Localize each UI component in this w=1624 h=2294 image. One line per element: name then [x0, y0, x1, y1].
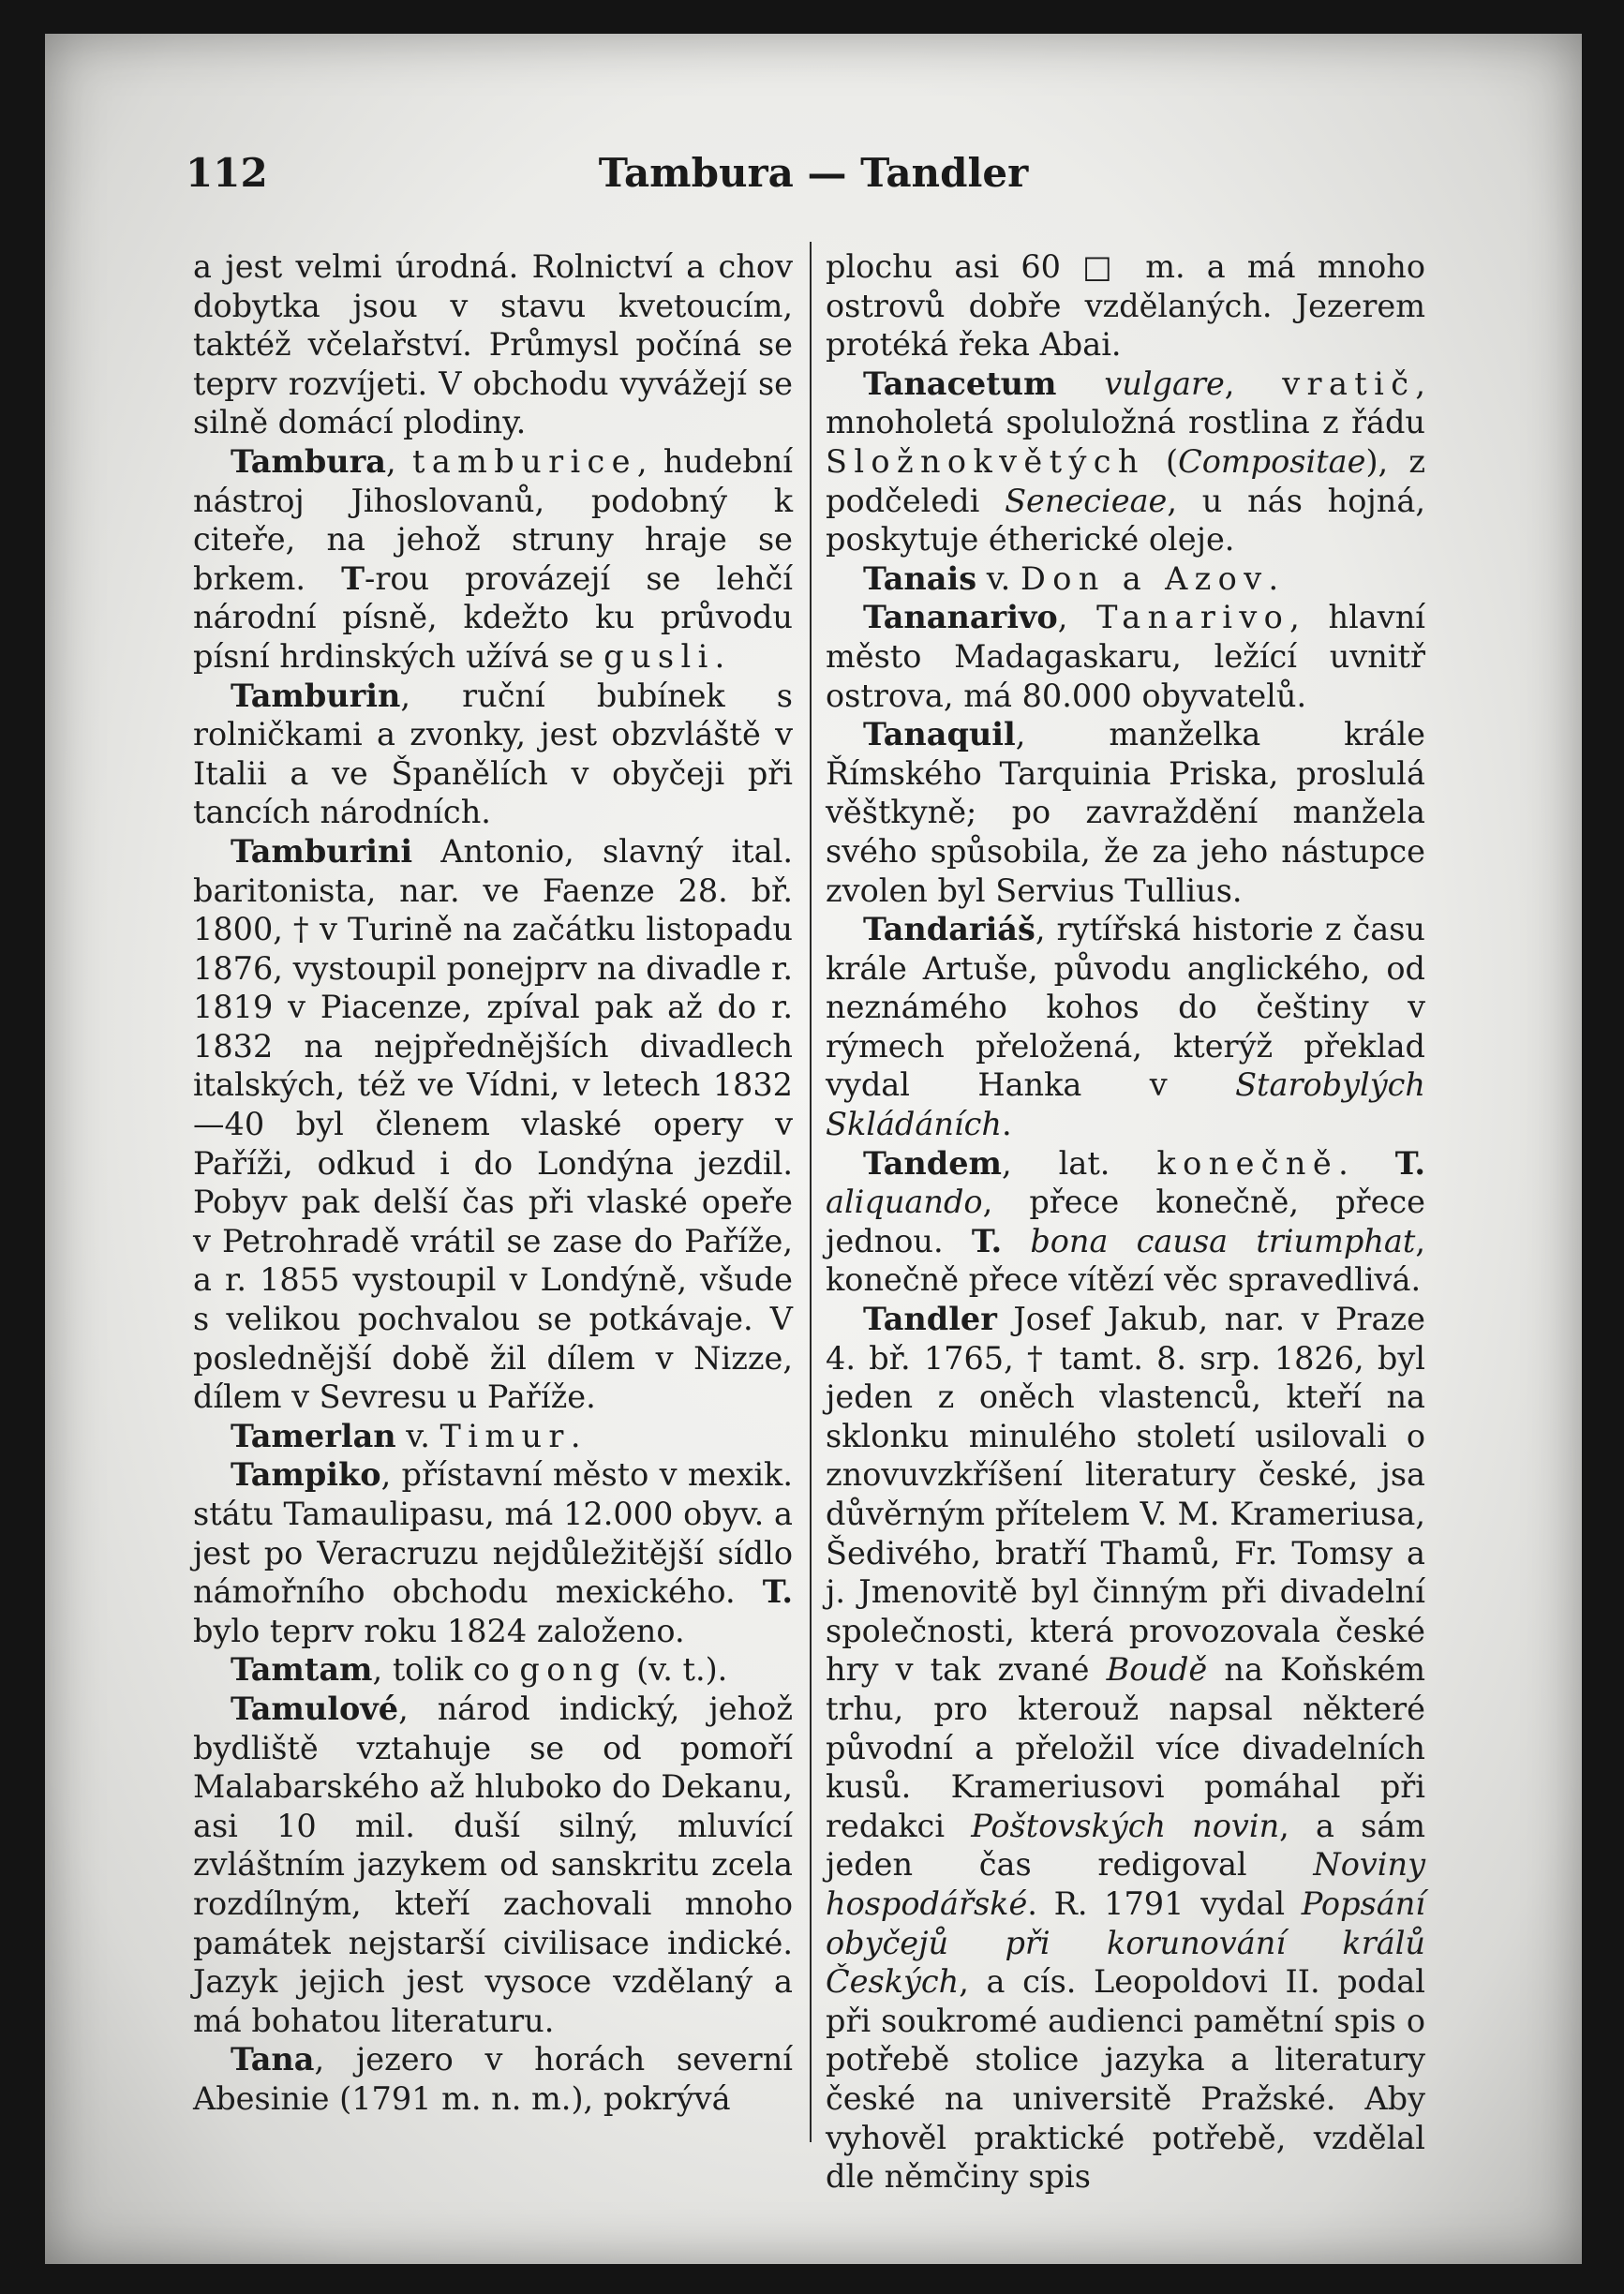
entry-term: Tana — [231, 2041, 315, 2078]
entry-text: , a cís. Leopoldovi II. podal při soukromé audienci pamětní spis o potřebě stolice jazyka a literatury české na universitě Pražské. Aby vyhověl praktické potřebě, vzdělal dle němčiny spis — [826, 1963, 1425, 2196]
entry-spaced-term: Tanarivo — [1096, 599, 1290, 636]
entry-text: , národ indický, jehož bydliště vztahuje se od pomoří Malabarského až hluboko do Dekanu, asi 10 mil. duší silný, mluvící zvláštním jazykem od sanskritu zcela rozdílným, kteří zachovali mnoho památek nejstarší civilisace indické. Jazyk jejich jest vysoce vzdělaný a má bohatou literaturu. — [193, 1690, 793, 2039]
entry-text: , z podčeledi — [826, 442, 1426, 519]
entry-term: Tanaquil — [863, 716, 1016, 753]
entry-term: Tandariáš — [863, 911, 1035, 948]
entry-spaced-term: vratič — [1282, 365, 1416, 402]
entry-term: Tamtam — [231, 1651, 373, 1689]
entry-spaced-term: konečně — [1156, 1144, 1339, 1182]
entry-tamulove — [193, 1690, 793, 2040]
entry-text: . — [570, 1417, 581, 1454]
entry-term: Tandler — [863, 1301, 997, 1338]
entry-text: , přece konečně, přece jednou. — [826, 1184, 1425, 1259]
entry-text: Antonio, slavný ital. baritonista, nar. ve Faenze 28. bř. 1800, † v Turině na začátku listopadu 1876, vystoupil ponejprv na divadle r. 1819 v Piacenze, zpíval pak až do r. 1832 na nejpřednějších divadlech italských, též ve Vídni, v letech 1832—40 byl členem vlaské opery v Paříži, odkud i do Londýna jezdil. Pobyv pak delší čas při vlaské opeře v Petrohradě vrátil se zase do Paříže, a r. 1855 vystoupil v Londýně, všude s velikou pochvalou se potkávaje. V poslednější době žil dílem v Nizze, dílem v Sevresu u Paříže. — [193, 832, 793, 1416]
entry-text: , hudební nástroj Jihoslovanů, podobný k citeře, na jehož struny hraje se brkem. — [193, 442, 793, 597]
entry-text: (v. t.). — [626, 1651, 728, 1689]
entry-term: Tandem — [863, 1144, 1002, 1182]
entry-tananarivo: Tananarivo, Tanarivo, hlavní město Madagaskaru, ležící uvnitř ostrova, má 80.000 obyvatelů. — [826, 599, 1425, 714]
entry-text: , manželka krále Římského Tarquinia Priska, proslulá věštkyně; po zavraždění manžela svého spůsobila, že za jeho nástupce zvolen byl Servius Tullius. — [826, 716, 1425, 909]
entry-tandarias — [826, 910, 1425, 1144]
entry-text: , hlavní město Madagaskaru, ležící uvnitř ostrova, má 80.000 obyvatelů. — [826, 599, 1425, 714]
entry-text: v. — [395, 1417, 440, 1454]
entry-italic: Boudě — [1106, 1651, 1208, 1689]
entry-spaced-term: Timur — [440, 1417, 571, 1454]
entry-text: , mnoholetá spoluložná rostlina z řádu — [826, 365, 1425, 441]
entry-term: Tamburin — [231, 677, 401, 714]
entry-text: . R. 1791 vydal — [1027, 1884, 1302, 1922]
entry-tanais — [826, 559, 1425, 599]
entry-tambura: Tambura, tamburice, hudební nástroj Jihoslovanů, podobný k citeře, na jehož struny hraje se brkem. T-rou provázejí se lehčí národní písně, kdežto ku průvodu písní hrdinských užívá se gusli. — [193, 442, 794, 675]
entry-text: , a sám jeden čas redigoval — [826, 1807, 1425, 1884]
entry-tanacetum: Tanacetum vulgare, vratič, mnoholetá spoluložná rostlina z řádu Složnokvětých (Compositae), z podčeledi Senecieae, u nás hojná, poskytuje étherické oleje. — [826, 365, 1426, 559]
entry-text: . — [1268, 559, 1279, 597]
entry-italic: Poštovských novin — [971, 1807, 1280, 1844]
entry-italic: Popsání obyčejů při korunování králů Českých — [826, 1884, 1425, 2001]
column-divider — [810, 242, 812, 2142]
entry-latin: aliquando — [826, 1184, 983, 1221]
entry-italic: Noviny hospodářské — [826, 1846, 1425, 1922]
entry-term: Tamerlan — [231, 1417, 396, 1454]
entry-tandler — [826, 1300, 1425, 2197]
entry-tamtam — [193, 1650, 793, 1690]
entry-spaced-term: Don a Azov — [1020, 559, 1269, 597]
entry-text: , ruční bubínek s rolničkami a zvonky, jest obzvláště v Italii a ve Španělích v obyčeji při tancích národních. — [193, 677, 793, 831]
entry-tamburini — [193, 832, 793, 1417]
entry-latin: Compositae — [1178, 442, 1366, 480]
running-title: Tambura — Tandler — [598, 150, 1029, 196]
entry-text: , jezero v horách severní Abesinie (1791 m. n. m.), pokrývá — [193, 2041, 793, 2117]
entry-text: , rytířská historie z času krále Artuše, původu anglického, od neznámého kohos do češtiny v rýmech přeložená, kterýž překlad vydal Hanka v — [826, 911, 1425, 1104]
entry-tamburin — [193, 677, 793, 832]
entry-spaced-term: Složnokvětých — [826, 442, 1145, 480]
page-number: 112 — [186, 150, 268, 196]
entry-text: , tolik co — [372, 1651, 520, 1689]
entry-text: Josef Jakub, nar. v Praze 4. bř. 1765, † tamt. 8. srp. 1826, byl jeden z oněch vlastenců, kteří na sklonku minulého století usilovali o znovuvzkříšení literatury české, jsa důvěrným přítelem V. M. Krameriusa, Šedivého, bratří Thamů, Fr. Tomsy a j. Jmenovitě byl činným při divadelní společnosti, která provozovala české hry v tak zvané — [826, 1301, 1425, 1689]
entry-italic: Starobylých Skládáních — [826, 1066, 1425, 1143]
right-column — [826, 247, 1425, 2197]
entry-text: . — [1001, 1106, 1012, 1143]
entry-abbr: T. — [762, 1573, 793, 1611]
entry-spaced-term: gusli — [603, 637, 715, 675]
entry-term: Tananarivo — [863, 599, 1058, 636]
entry-tamerlan — [193, 1417, 793, 1456]
entry-text: , přístavní město v mexik. státu Tamaulipasu, má 12.000 obyv. a jest po Veracruzu nejdůležitější sídlo námořního obchodu mexického. — [193, 1456, 793, 1611]
entry-continuation — [193, 247, 793, 442]
entry-term: Tamulové — [231, 1690, 399, 1727]
entry-term: Tanais — [863, 559, 977, 597]
entry-tanaquil — [826, 715, 1425, 910]
entry-latin: bona causa triumphat — [1030, 1222, 1416, 1259]
entry-text: , lat. — [1001, 1144, 1157, 1182]
left-column — [193, 247, 793, 2119]
entry-term: Tampiko — [231, 1456, 381, 1494]
entry-continuation — [826, 247, 1425, 365]
page-header — [45, 150, 1582, 206]
entry-tampiko — [193, 1455, 793, 1650]
entry-text: na Koňském trhu, pro kterouž napsal některé původní a přeložil více divadelních kusů. Krameriusovi pomáhal při redakci — [826, 1651, 1425, 1844]
entry-text: plochu asi 60 □ m. a má mnoho ostrovů dobře vzdělaných. Jezerem protéká řeka Abai. — [826, 248, 1425, 364]
entry-text: v. — [976, 559, 1021, 597]
entry-text: . — [714, 637, 725, 675]
entry-term: Tanacetum — [863, 365, 1057, 402]
entry-term: Tambura — [231, 442, 387, 480]
entry-tana — [193, 2040, 793, 2118]
entry-abbr: T. — [1394, 1144, 1425, 1182]
entry-spaced-term: tamburice — [412, 442, 637, 480]
entry-term: Tamburini — [231, 832, 413, 870]
entry-spaced-term: gong — [519, 1651, 627, 1689]
entry-latin: vulgare — [1104, 365, 1225, 402]
entry-text: a jest velmi úrodná. Rolnictví a chov dobytka jsou v stavu kvetoucím, taktéž včelařství. Průmysl počíná se teprv rozvíjeti. V obchodu vyvážejí se silně domácí plodiny. — [193, 248, 793, 441]
entry-latin: Senecieae — [1005, 482, 1168, 519]
entry-text: , u nás hojná, poskytuje étherické oleje. — [826, 482, 1425, 559]
entry-abbr: T — [341, 559, 365, 597]
entry-text: bylo teprv roku 1824 založeno. — [193, 1612, 685, 1649]
entry-text: , konečně přece vítězí věc spravedlivá. — [826, 1222, 1425, 1299]
entry-abbr: T. — [971, 1222, 1003, 1259]
entry-text: -rou provázejí se lehčí národní písně, kdežto ku průvodu písní hrdinských užívá se — [193, 559, 794, 675]
entry-tandem: Tandem, lat. konečně. T. aliquando, přece konečně, přece jednou. T. bona causa triumphat, konečně přece vítězí věc spravedlivá. — [826, 1144, 1425, 1299]
book-page — [45, 34, 1582, 2264]
